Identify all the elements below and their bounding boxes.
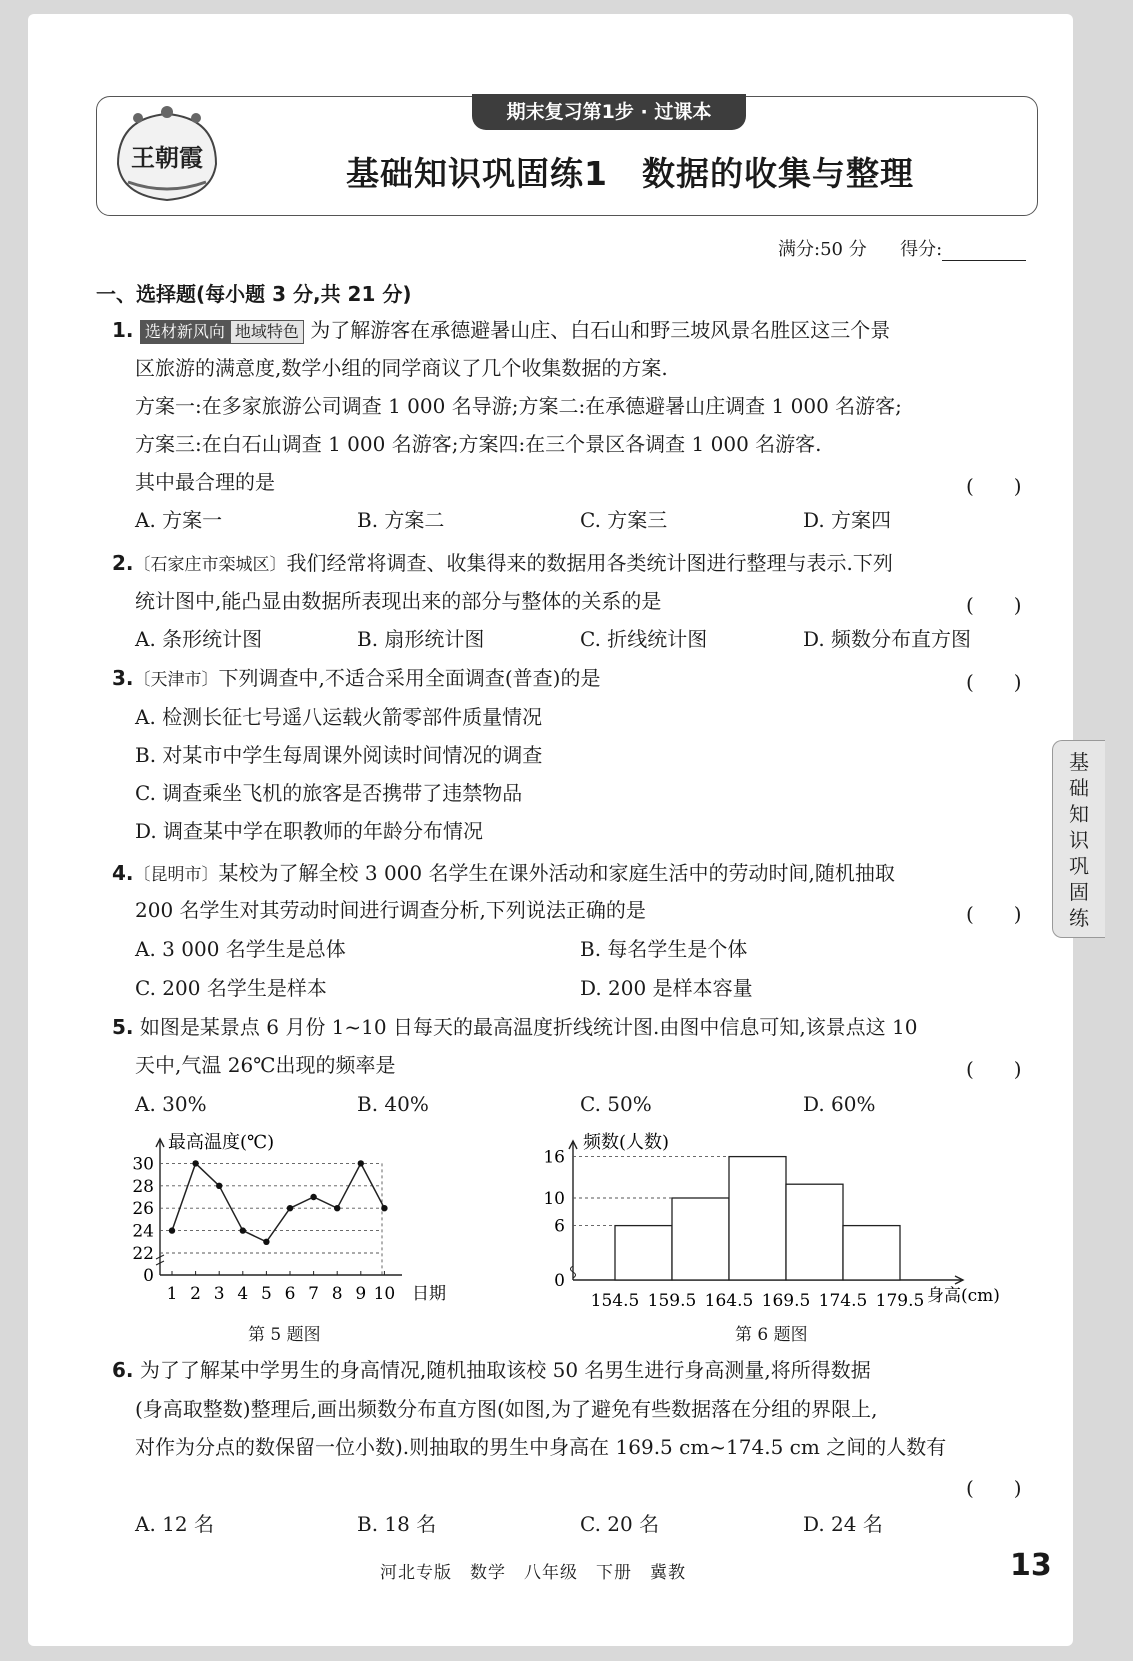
q1-tag-region: 地域特色 bbox=[230, 320, 304, 344]
q5-figure-caption: 第 5 题图 bbox=[248, 1325, 321, 1345]
q3-option-d[interactable]: D. 调查某中学在职教师的年龄分布情况 bbox=[135, 819, 484, 843]
q1-text: 为了解游客在承德避暑山庄、白石山和野三坡风景名胜区这三个景 bbox=[310, 318, 891, 342]
q2-line1 bbox=[112, 551, 893, 577]
q5-answer-paren[interactable]: ( ) bbox=[966, 1057, 1022, 1081]
chart1-x-tick-label: 3 bbox=[213, 1284, 225, 1304]
q2-text: 我们经常将调查、收集得来的数据用各类统计图进行整理与表示.下列 bbox=[286, 551, 893, 575]
side-tab-char: 识 bbox=[1069, 828, 1089, 852]
chart2-y-tick-label: 16 bbox=[543, 1147, 565, 1168]
temperature-line-chart bbox=[120, 1125, 470, 1315]
score-box bbox=[778, 235, 1026, 261]
side-tab-char: 固 bbox=[1069, 880, 1089, 904]
footer-edition: 河北专版 数学 八年级 下册 冀教 bbox=[380, 1563, 686, 1583]
q4-option-d[interactable]: D. 200 是样本容量 bbox=[580, 976, 753, 1000]
brand-logo bbox=[108, 104, 226, 208]
chart1-x-tick-label: 4 bbox=[237, 1284, 249, 1304]
q2-option-c[interactable]: C. 折线统计图 bbox=[580, 627, 708, 651]
q5-option-a[interactable]: A. 30% bbox=[135, 1092, 207, 1116]
chart1-y-tick-label: 30 bbox=[132, 1154, 154, 1175]
q6-number: 6. bbox=[112, 1358, 134, 1382]
side-tab-char: 巩 bbox=[1069, 854, 1089, 878]
chart1-y-tick-label: 26 bbox=[132, 1199, 154, 1220]
q4-source: 〔昆明市〕 bbox=[133, 865, 219, 885]
chart2-bar bbox=[615, 1226, 672, 1280]
q5-option-d[interactable]: D. 60% bbox=[803, 1092, 876, 1116]
q6-answer-paren[interactable]: ( ) bbox=[966, 1476, 1022, 1500]
side-tab-char: 础 bbox=[1069, 776, 1089, 800]
chart1-data-point bbox=[381, 1205, 387, 1211]
chart2-y-tick-label: 0 bbox=[554, 1271, 565, 1291]
height-histogram bbox=[535, 1125, 1035, 1315]
q2-option-b[interactable]: B. 扇形统计图 bbox=[357, 627, 485, 651]
chart1-data-point bbox=[334, 1205, 340, 1211]
chart1-data-point bbox=[310, 1194, 316, 1200]
chart2-bar bbox=[843, 1226, 900, 1280]
chart2-bar bbox=[729, 1157, 786, 1280]
q4-line2: 200 名学生对其劳动时间进行调查分析,下列说法正确的是 bbox=[135, 898, 646, 922]
chart1-y-tick-label: 22 bbox=[132, 1244, 154, 1264]
q3-option-c[interactable]: C. 调查乘坐飞机的旅客是否携带了违禁物品 bbox=[135, 781, 523, 805]
q2-answer-paren[interactable]: ( ) bbox=[966, 593, 1022, 617]
chart1-y-tick-label: 28 bbox=[132, 1176, 154, 1197]
chart2-y-tick-label: 6 bbox=[554, 1216, 565, 1237]
q6-option-d[interactable]: D. 24 名 bbox=[803, 1512, 883, 1536]
q3-answer-paren[interactable]: ( ) bbox=[966, 670, 1022, 694]
step-tab: 期末复习第1步 · 过课本 bbox=[472, 94, 746, 130]
q3-text: 下列调查中,不适合采用全面调查(普查)的是 bbox=[218, 666, 601, 690]
q6-option-c[interactable]: C. 20 名 bbox=[580, 1512, 660, 1536]
q6-line3: 对作为分点的数保留一位小数).则抽取的男生中身高在 169.5 cm~174.5 cm 之间的人数有 bbox=[135, 1435, 947, 1459]
chart1-data-point bbox=[287, 1205, 293, 1211]
q5-number: 5. bbox=[112, 1015, 134, 1039]
q4-option-c[interactable]: C. 200 名学生是样本 bbox=[135, 976, 327, 1000]
q1-option-a[interactable]: A. 方案一 bbox=[135, 508, 223, 532]
q1-line5: 其中最合理的是 bbox=[135, 470, 275, 494]
chart1-ylabel: 最高温度(℃) bbox=[168, 1132, 275, 1153]
q1-line3: 方案一:在多家旅游公司调查 1 000 名导游;方案二:在承德避暑山庄调查 1 000 名游客; bbox=[135, 394, 902, 418]
q3-option-a[interactable]: A. 检测长征七号遥八运载火箭零部件质量情况 bbox=[135, 705, 543, 729]
q1-number: 1. bbox=[112, 318, 134, 342]
q4-text: 某校为了解全校 3 000 名学生在课外活动和家庭生活中的劳动时间,随机抽取 bbox=[218, 861, 895, 885]
side-tab-char: 知 bbox=[1069, 802, 1089, 826]
q4-number: 4. bbox=[112, 861, 134, 885]
q1-line4: 方案三:在白石山调查 1 000 名游客;方案四:在三个景区各调查 1 000 名游客. bbox=[135, 432, 822, 456]
chart1-data-point bbox=[358, 1160, 364, 1166]
q2-line2: 统计图中,能凸显由数据所表现出来的部分与整体的关系的是 bbox=[135, 589, 662, 613]
chart1-x-tick-label: 7 bbox=[308, 1284, 320, 1304]
chart1-x-tick-label: 8 bbox=[331, 1284, 343, 1304]
chart1-x-tick-label: 6 bbox=[284, 1284, 296, 1304]
q1-option-c[interactable]: C. 方案三 bbox=[580, 508, 668, 532]
q6-text: 为了了解某中学男生的身高情况,随机抽取该校 50 名男生进行身高测量,将所得数据 bbox=[139, 1358, 871, 1382]
q5-text: 如图是某景点 6 月份 1~10 日每天的最高温度折线统计图.由图中信息可知,该景点这 10 bbox=[139, 1015, 918, 1039]
chart2-xlabel: 身高(cm) bbox=[927, 1286, 1000, 1306]
q5-line1 bbox=[112, 1015, 917, 1039]
q2-source: 〔石家庄市栾城区〕 bbox=[133, 555, 287, 575]
chart2-bar bbox=[786, 1184, 843, 1280]
chart1-x-tick-label: 2 bbox=[190, 1284, 202, 1304]
q4-line1 bbox=[112, 861, 895, 887]
q1-tag-new: 选材新风向 bbox=[140, 320, 230, 344]
full-score: 满分:50 分 bbox=[778, 239, 867, 260]
chart2-x-tick-label: 159.5 bbox=[647, 1291, 697, 1311]
chart2-x-tick-label: 169.5 bbox=[761, 1291, 811, 1311]
page-title: 基础知识巩固练1 数据的收集与整理 bbox=[346, 154, 914, 193]
q5-option-c[interactable]: C. 50% bbox=[580, 1092, 652, 1116]
q4-option-a[interactable]: A. 3 000 名学生是总体 bbox=[135, 937, 346, 961]
q6-option-a[interactable]: A. 12 名 bbox=[135, 1512, 214, 1536]
q3-source: 〔天津市〕 bbox=[133, 670, 219, 690]
q1-answer-paren[interactable]: ( ) bbox=[966, 474, 1022, 498]
chart2-y-tick-label: 10 bbox=[543, 1189, 565, 1209]
q5-line2: 天中,气温 26℃出现的频率是 bbox=[135, 1053, 396, 1077]
q1-option-b[interactable]: B. 方案二 bbox=[357, 508, 445, 532]
q6-figure-caption: 第 6 题图 bbox=[735, 1325, 808, 1345]
q3-number: 3. bbox=[112, 666, 134, 690]
chart1-x-tick-label: 1 bbox=[166, 1284, 178, 1304]
q1-line2: 区旅游的满意度,数学小组的同学商议了几个收集数据的方案. bbox=[135, 356, 668, 380]
chart1-data-point bbox=[169, 1227, 175, 1233]
chart1-x-tick-label: 10 bbox=[373, 1284, 396, 1304]
q2-number: 2. bbox=[112, 551, 134, 575]
side-tab-char: 基 bbox=[1069, 750, 1089, 774]
chart1-xlabel: 日期 bbox=[412, 1284, 446, 1304]
chart1-data-point bbox=[240, 1227, 246, 1233]
q6-option-b[interactable]: B. 18 名 bbox=[357, 1512, 437, 1536]
chart2-bar bbox=[672, 1198, 729, 1280]
chart1-x-tick-label: 9 bbox=[355, 1284, 367, 1304]
chart2-ylabel: 频数(人数) bbox=[583, 1132, 670, 1153]
section-heading: 一、选择题(每小题 3 分,共 21 分) bbox=[96, 282, 412, 306]
chart2-x-tick-label: 154.5 bbox=[590, 1291, 640, 1311]
chart1-series-line bbox=[172, 1163, 384, 1241]
side-section-tab[interactable] bbox=[1052, 740, 1105, 938]
score-label: 得分: bbox=[900, 239, 943, 260]
chart2-x-tick-label: 164.5 bbox=[704, 1291, 754, 1311]
chart1-data-point bbox=[216, 1183, 222, 1189]
side-tab-char: 练 bbox=[1069, 906, 1089, 930]
q2-option-a[interactable]: A. 条形统计图 bbox=[135, 627, 263, 651]
q5-option-b[interactable]: B. 40% bbox=[357, 1092, 429, 1116]
score-blank[interactable] bbox=[942, 242, 1026, 261]
page-number: 13 bbox=[1010, 1548, 1052, 1583]
q3-line1 bbox=[112, 666, 600, 692]
q6-line2: (身高取整数)整理后,画出频数分布直方图(如图,为了避免有些数据落在分组的界限上, bbox=[135, 1397, 878, 1421]
chart1-y-tick-label: 0 bbox=[143, 1266, 154, 1286]
chart1-y-tick-label: 24 bbox=[132, 1221, 154, 1242]
chart1-x-tick-label: 5 bbox=[260, 1284, 272, 1304]
logo-text: 王朝霞 bbox=[131, 143, 203, 172]
q3-option-b[interactable]: B. 对某市中学生每周课外阅读时间情况的调查 bbox=[135, 743, 543, 767]
chart2-x-tick-label: 179.5 bbox=[875, 1291, 925, 1311]
q1-line1 bbox=[112, 318, 890, 344]
chart2-x-tick-label: 174.5 bbox=[818, 1291, 868, 1311]
q4-answer-paren[interactable]: ( ) bbox=[966, 902, 1022, 926]
q2-option-d[interactable]: D. 频数分布直方图 bbox=[803, 627, 972, 651]
chart1-data-point bbox=[192, 1160, 198, 1166]
chart1-data-point bbox=[263, 1239, 269, 1245]
q1-option-d[interactable]: D. 方案四 bbox=[803, 508, 892, 532]
q6-line1 bbox=[112, 1358, 871, 1382]
q4-option-b[interactable]: B. 每名学生是个体 bbox=[580, 937, 748, 961]
